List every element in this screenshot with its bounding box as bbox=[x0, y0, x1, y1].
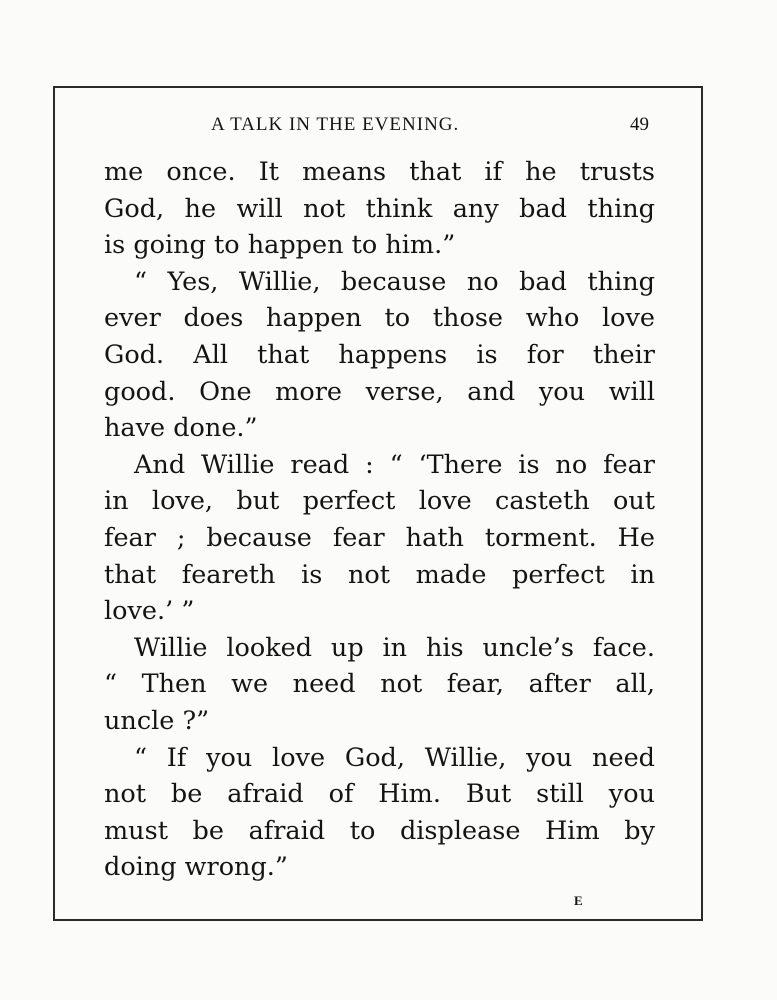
text-line: uncle ?” bbox=[104, 705, 210, 736]
text-line: “ If you love God, Willie, you need bbox=[134, 742, 655, 773]
text-line: ever does happen to those who love bbox=[104, 303, 655, 334]
page-border bbox=[53, 86, 703, 921]
text-line: good. One more verse, and you will bbox=[104, 376, 655, 407]
running-header bbox=[55, 114, 701, 138]
body-text bbox=[104, 154, 655, 886]
text-line: “ Yes, Willie, because no bad thing bbox=[134, 266, 655, 297]
chapter-title: A TALK IN THE EVENING. bbox=[211, 114, 460, 135]
text-line: doing wrong.” bbox=[104, 852, 288, 883]
text-line: God. All that happens is for their bbox=[104, 339, 655, 370]
text-line: that feareth is not made perfect in bbox=[104, 559, 655, 590]
text-line: me once. It means that if he trusts bbox=[104, 157, 655, 187]
text-line: God, he will not think any bad thing bbox=[104, 193, 655, 224]
text-line: not be afraid of Him. But still you bbox=[104, 779, 655, 810]
text-line: “ Then we need not fear, after all, bbox=[104, 669, 655, 700]
text-line: is going to happen to him.” bbox=[104, 230, 456, 261]
signature-mark: E bbox=[574, 893, 583, 908]
text-line: in love, but perfect love casteth out bbox=[104, 486, 655, 517]
text-line: And Willie read : “ ‘There is no fear bbox=[134, 449, 655, 480]
text-line: love.’ ” bbox=[104, 596, 195, 627]
text-line: must be afraid to displease Him by bbox=[104, 815, 655, 846]
text-line: Willie looked up in his uncle’s face. bbox=[134, 632, 655, 663]
page-number: 49 bbox=[630, 114, 649, 135]
text-line: have done.” bbox=[104, 413, 258, 444]
text-line: fear ; because fear hath torment. He bbox=[104, 522, 655, 553]
